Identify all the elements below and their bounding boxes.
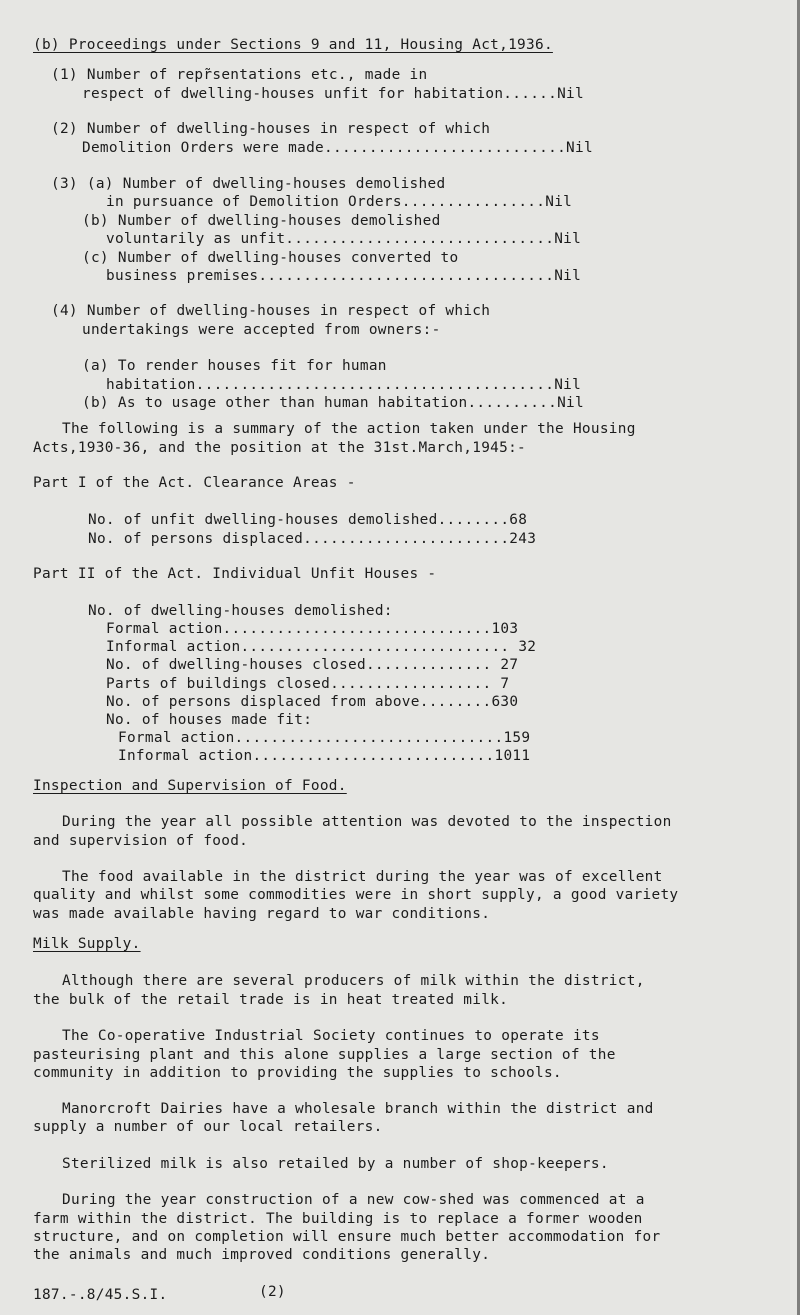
item-3c-line-1: (c) Number of dwelling-houses converted to bbox=[82, 250, 459, 266]
item-4-line-2: undertakings were accepted from owners:- bbox=[82, 322, 441, 338]
food-p1-line-2: and supervision of food. bbox=[33, 833, 249, 849]
milk-p5-line-3: structure, and on completion will ensure much better accommodation for bbox=[33, 1229, 661, 1245]
milk-p3-line-1: Manorcroft Dairies have a wholesale branch within the district and bbox=[62, 1101, 654, 1117]
part-1-row-displaced: No. of persons displaced.......................243 bbox=[88, 531, 537, 547]
item-3b-line-2: voluntarily as unfit..............................Nil bbox=[106, 231, 582, 247]
part-2-row-4: No. of dwelling-houses closed.............. 27 bbox=[106, 657, 519, 673]
milk-p5-line-4: the animals and much improved conditions generally. bbox=[33, 1247, 491, 1263]
part-1-row-demolished: No. of unfit dwelling-houses demolished........68 bbox=[88, 512, 528, 528]
food-p2-line-1: The food available in the district during the year was of excellent bbox=[62, 869, 663, 885]
milk-p4-line-1: Sterilized milk is also retailed by a number of shop-keepers. bbox=[62, 1156, 609, 1172]
item-3a-line-1: (3) (a) Number of dwelling-houses demolished bbox=[51, 176, 446, 192]
part-2-heading: Part II of the Act. Individual Unfit Houses - bbox=[33, 566, 437, 582]
item-1-line-1: (1) Number of repr̃sentations etc., made in bbox=[51, 67, 428, 83]
page-number: (2) bbox=[259, 1284, 286, 1300]
milk-p5-line-1: During the year construction of a new cow-shed was commenced at a bbox=[62, 1192, 645, 1208]
part-2-row-8: Formal action..............................159 bbox=[118, 730, 531, 746]
item-4a-line-1: (a) To render houses fit for human bbox=[82, 358, 387, 374]
item-2-line-1: (2) Number of dwelling-houses in respect of which bbox=[51, 121, 491, 137]
milk-p5-line-2: farm within the district. The building is to replace a former wooden bbox=[33, 1211, 643, 1227]
milk-heading: Milk Supply. bbox=[33, 936, 141, 952]
part-1-heading: Part I of the Act. Clearance Areas - bbox=[33, 475, 356, 491]
item-3b-line-1: (b) Number of dwelling-houses demolished bbox=[82, 213, 441, 229]
milk-p3-line-2: supply a number of our local retailers. bbox=[33, 1119, 383, 1135]
item-4a-line-2: habitation........................................Nil bbox=[106, 377, 582, 393]
part-2-row-6: No. of persons displaced from above........630 bbox=[106, 694, 519, 710]
footer-reference: 187.-.8/45.S.I. bbox=[33, 1287, 168, 1303]
part-2-row-2: Formal action..............................103 bbox=[106, 621, 519, 637]
part-2-row-9: Informal action...........................1011 bbox=[118, 748, 531, 764]
milk-p2-line-1: The Co-operative Industrial Society continues to operate its bbox=[62, 1028, 600, 1044]
item-1-line-2: respect of dwelling-houses unfit for habitation......Nil bbox=[82, 86, 584, 102]
milk-p1-line-1: Although there are several producers of milk within the district, bbox=[62, 973, 645, 989]
item-3c-line-2: business premises.................................Nil bbox=[106, 268, 582, 284]
item-4b-line-1: (b) As to usage other than human habitation..........Nil bbox=[82, 395, 584, 411]
part-2-row-1: No. of dwelling-houses demolished: bbox=[88, 603, 393, 619]
part-2-row-5: Parts of buildings closed.................. 7 bbox=[106, 676, 510, 692]
food-p2-line-3: was made available having regard to war conditions. bbox=[33, 906, 491, 922]
summary-line-2: Acts,1930-36, and the position at the 31st.March,1945:- bbox=[33, 440, 527, 456]
food-p2-line-2: quality and whilst some commodities were in short supply, a good variety bbox=[33, 887, 679, 903]
item-2-line-2: Demolition Orders were made...........................Nil bbox=[82, 140, 593, 156]
summary-line-1: The following is a summary of the action taken under the Housing bbox=[62, 421, 636, 437]
item-4-line-1: (4) Number of dwelling-houses in respect of which bbox=[51, 303, 491, 319]
section-b-heading: (b) Proceedings under Sections 9 and 11, Housing Act,1936. bbox=[33, 37, 553, 53]
milk-p1-line-2: the bulk of the retail trade is in heat treated milk. bbox=[33, 992, 509, 1008]
milk-p2-line-2: pasteurising plant and this alone supplies a large section of the bbox=[33, 1047, 616, 1063]
item-3a-line-2: in pursuance of Demolition Orders................Nil bbox=[106, 194, 573, 210]
food-p1-line-1: During the year all possible attention was devoted to the inspection bbox=[62, 814, 672, 830]
part-2-row-3: Informal action.............................. 32 bbox=[106, 639, 537, 655]
part-2-row-7: No. of houses made fit: bbox=[106, 712, 313, 728]
milk-p2-line-3: community in addition to providing the supplies to schools. bbox=[33, 1065, 562, 1081]
food-heading: Inspection and Supervision of Food. bbox=[33, 778, 347, 794]
